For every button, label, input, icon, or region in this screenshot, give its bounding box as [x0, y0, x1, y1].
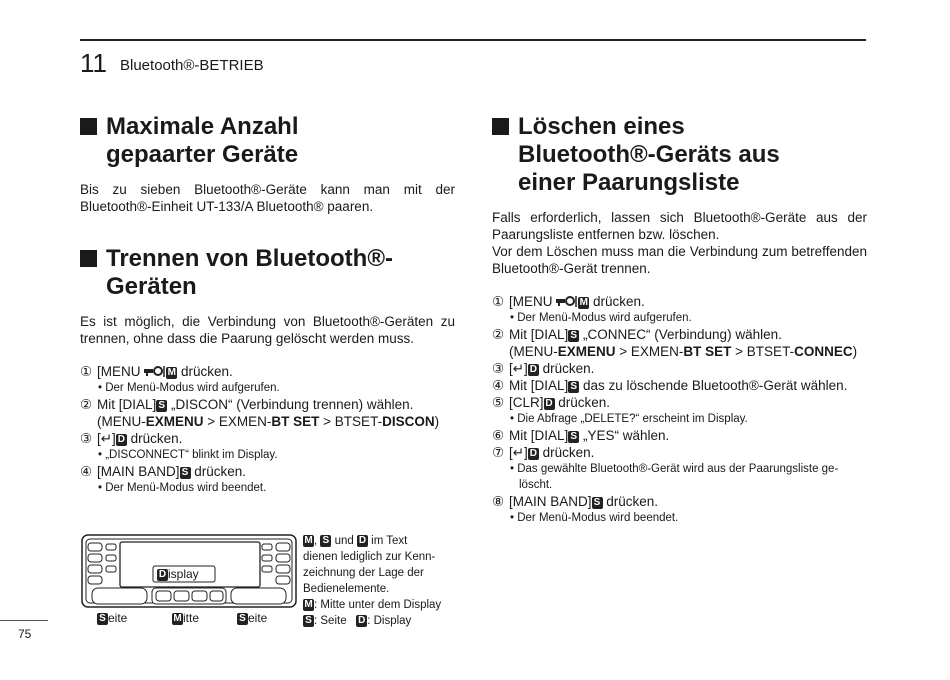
display-label: D isplay [158, 567, 199, 581]
s-key-icon: S [568, 330, 579, 342]
square-bullet-icon [80, 250, 97, 267]
delete-steps: ① [MENU M drücken. • Der Menü-Modus wird aufgerufen. ② Mit [DIAL] S „CONNEC“ (Verbindung) wählen. (MENU-EXMENU > EXMEN-BT SET > BTSET-CONNEC) ③ [↵] D drücken. ④ Mit [DIAL] S das zu löschende Bluetooth®-Gerät wählen. ⑤ [CLR] D drücken. • Die Abfrage „DELETE?“ erscheint im Display. ⑥ Mit [DIAL] S „YES“ wählen. ⑦ [↵] D drücken. • Das gewählte Bluetooth®-Gerät wird aus der Paarungsliste ge- löscht. ⑧ [MAIN BAND] S drücken. • Der Menü-Modus wird beendet. [492, 293, 867, 526]
step-6: ⑥ Mit [DIAL] S „YES“ wählen. [492, 428, 670, 443]
step-4: ④ Mit [DIAL] S das zu löschende Bluetooth®-Gerät wählen. [492, 378, 848, 393]
step-3: ③ [↵] D drücken. [492, 361, 595, 376]
section-heading-max-devices: Maximale Anzahl gepaarter Geräte [80, 113, 455, 169]
right-side-label: S eite [237, 611, 267, 625]
d-key-icon: D [545, 398, 553, 409]
middle-label: Mitte [173, 611, 200, 625]
s-key-icon: S [156, 400, 167, 412]
key-lock-icon [556, 296, 578, 307]
m-key-icon: M [167, 367, 176, 378]
step-5: ⑤ [CLR] D drücken. [492, 395, 611, 410]
delete-text-1: Falls erforderlich, lassen sich Bluetooth®-Geräte aus der Paarungsliste entfernen bzw. löschen. [492, 210, 867, 242]
device-legend-note: M, S und D im Text dienen lediglich zur Kenn- zeichnung der Lage der Bedienelemente. M: Mitte unter dem Display S : Seite D : Display [303, 535, 442, 627]
d-key-icon: D [117, 434, 125, 445]
section-heading-disconnect: Trennen von Bluetooth®- Geräten [80, 245, 455, 301]
max-devices-text: Bis zu sieben Bluetooth®-Geräte kann man mit der Bluetooth®-Einheit UT-133/A Bluetooth® paaren. [80, 182, 455, 214]
left-column [80, 113, 455, 496]
step-2: ② Mit [DIAL] S „DISCON“ (Verbindung trennen) wählen. [80, 397, 414, 412]
square-bullet-icon [80, 118, 97, 135]
menu-path: (MENU-EXMENU > EXMEN-BT SET > BTSET-CONNEC) [509, 344, 858, 359]
right-column [492, 113, 867, 526]
page-number: 75 [18, 627, 32, 641]
page-number-rule [0, 620, 48, 621]
step-4: ④ [MAIN BAND] S drücken. [80, 464, 247, 479]
s-key-icon: S [180, 467, 191, 479]
m-key-icon: M [579, 297, 588, 308]
delete-text-2: Vor dem Löschen muss man die Verbindung zum betreffenden Bluetooth®-Gerät trennen. [492, 244, 867, 276]
d-key-icon: D [529, 364, 537, 375]
section-heading-delete: Löschen eines Bluetooth®-Geräts aus einer Paarungsliste [492, 113, 867, 197]
disconnect-steps: ① [MENU M drücken. • Der Menü-Modus wird aufgerufen. ② Mit [DIAL] S „DISCON“ (Verbindung trennen) wählen. (MENU-EXMENU > EXMEN-BT SET > BTSET-DISCON) ③ [↵] D drücken. • „DISCONNECT“ blinkt im Display. ④ [MAIN BAND] S drücken. • Der Menü-Modus wird beendet. [80, 363, 455, 496]
header-rule [80, 39, 866, 41]
s-key-icon: S [568, 431, 579, 443]
step-3: ③ [↵] D drücken. [80, 431, 183, 446]
left-side-label: S eite [97, 611, 127, 625]
step-8: ⑧ [MAIN BAND] S drücken. [492, 494, 659, 509]
square-bullet-icon [492, 118, 509, 135]
step-2: ② Mit [DIAL] S „CONNEC“ (Verbindung) wählen. [492, 327, 782, 342]
step-1: ① [MENU M drücken. [80, 364, 233, 379]
d-key-icon: D [529, 448, 537, 459]
chapter-number: 11 [80, 48, 107, 78]
menu-path: (MENU-EXMENU > EXMEN-BT SET > BTSET-DISCON) [97, 414, 440, 429]
step-7: ⑦ [↵] D drücken. [492, 445, 595, 460]
s-key-icon: S [592, 497, 603, 509]
disconnect-text: Es ist möglich, die Verbindung von Bluetooth®-Geräten zu trennen, ohne dass die Paarung gelöscht werden muss. [80, 314, 455, 346]
s-key-icon: S [568, 381, 579, 393]
step-1: ① [MENU M drücken. [492, 294, 645, 309]
chapter-title: Bluetooth®-BETRIEB [120, 57, 264, 74]
key-lock-icon [144, 366, 166, 377]
